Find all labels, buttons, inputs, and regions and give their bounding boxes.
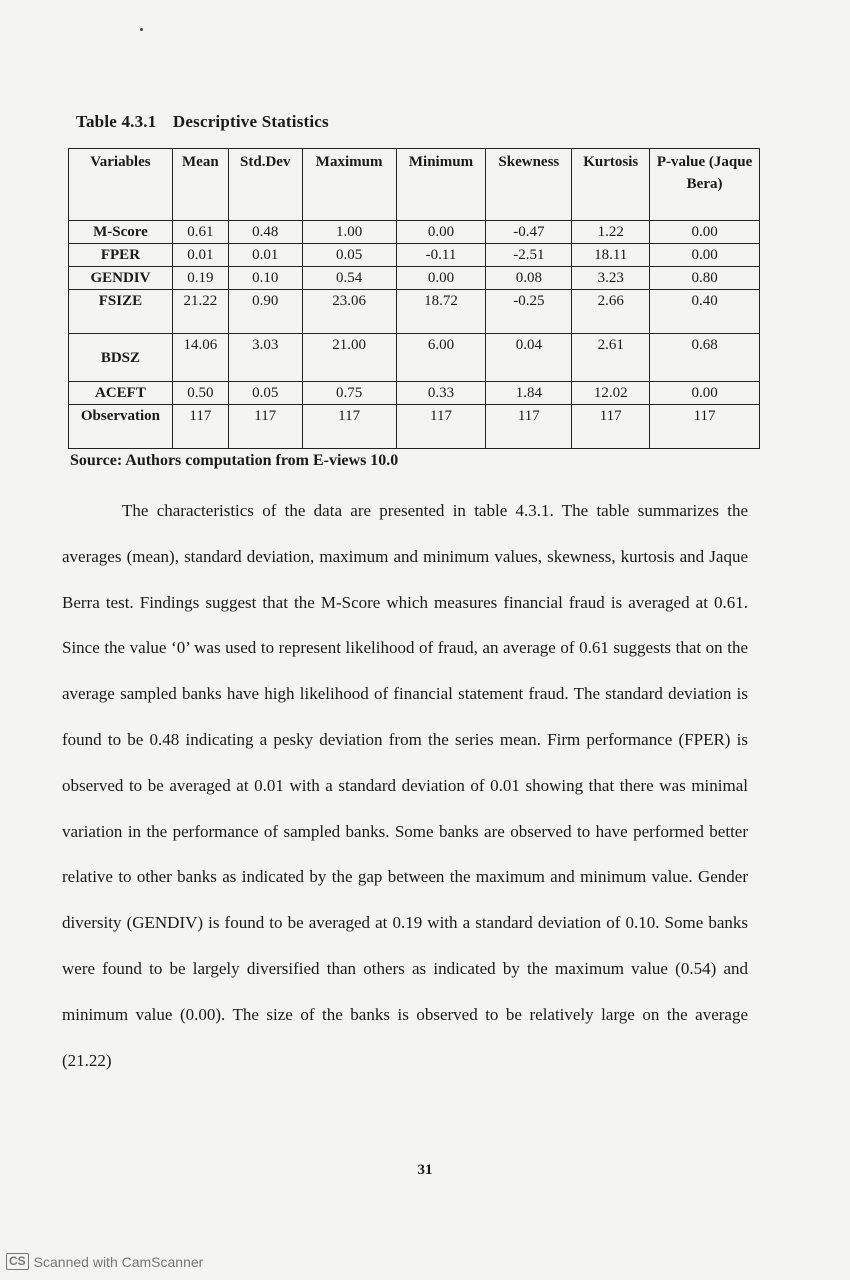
cell-mean: 0.61 xyxy=(172,221,228,244)
cell-mean: 21.22 xyxy=(172,290,228,334)
row-label: Observation xyxy=(69,405,173,449)
header-maximum: Maximum xyxy=(302,149,396,221)
header-minimum: Minimum xyxy=(396,149,486,221)
row-label: BDSZ xyxy=(69,334,173,382)
cell-kurtosis: 117 xyxy=(572,405,650,449)
cell-maximum: 0.54 xyxy=(302,267,396,290)
row-label: FSIZE xyxy=(69,290,173,334)
header-std-dev: Std.Dev xyxy=(228,149,302,221)
cell-p-value: 0.00 xyxy=(650,221,760,244)
table-source-note: Source: Authors computation from E-views 10.0 xyxy=(70,452,399,469)
cell-std-dev: 0.10 xyxy=(228,267,302,290)
cell-p-value: 117 xyxy=(650,405,760,449)
header-mean: Mean xyxy=(172,149,228,221)
cell-std-dev: 3.03 xyxy=(228,334,302,382)
descriptive-statistics-table xyxy=(68,148,760,449)
cell-maximum: 0.05 xyxy=(302,244,396,267)
page-number: 31 xyxy=(417,1162,433,1178)
cell-kurtosis: 1.22 xyxy=(572,221,650,244)
cell-skewness: 0.08 xyxy=(486,267,572,290)
table-title: Descriptive Statistics xyxy=(172,112,329,131)
cell-skewness: 1.84 xyxy=(486,382,572,405)
cell-skewness: 0.04 xyxy=(486,334,572,382)
header-kurtosis: Kurtosis xyxy=(572,149,650,221)
cell-maximum: 23.06 xyxy=(302,290,396,334)
cell-mean: 0.50 xyxy=(172,382,228,405)
cell-p-value: 0.80 xyxy=(650,267,760,290)
cell-kurtosis: 3.23 xyxy=(572,267,650,290)
cell-kurtosis: 12.02 xyxy=(572,382,650,405)
row-label: M-Score xyxy=(69,221,173,244)
cell-std-dev: 0.05 xyxy=(228,382,302,405)
camscanner-icon: CS xyxy=(6,1253,29,1270)
cell-std-dev: 0.01 xyxy=(228,244,302,267)
cell-maximum: 21.00 xyxy=(302,334,396,382)
cell-p-value: 0.00 xyxy=(650,382,760,405)
cell-minimum: 0.00 xyxy=(396,267,486,290)
cell-maximum: 1.00 xyxy=(302,221,396,244)
cell-kurtosis: 2.66 xyxy=(572,290,650,334)
table-row xyxy=(69,382,760,405)
cell-std-dev: 0.48 xyxy=(228,221,302,244)
paragraph-text: The characteristics of the data are presented in table 4.3.1. The table summarizes the averages (mean), standard deviation, maximum and minimum values, skewness, kurtosis and Jaque Berra test. Findings suggest that the M-Score which measures financial fraud is averaged at 0.61. Since the value ‘0’ was used to represent likelihood of fraud, an average of 0.61 suggests that on the average sampled banks have high likelihood of financial statement fraud. The standard deviation is found to be 0.48 indicating a pesky deviation from the series mean. Firm performance (FPER) is observed to be averaged at 0.01 with a standard deviation of 0.01 showing that there was minimal variation in the performance of sampled banks. Some banks are observed to have performed better relative to other banks as indicated by the gap between the maximum and minimum value. Gender diversity (GENDIV) is found to be averaged at 0.19 with a standard deviation of 0.10. Some banks were found to be largely diversified than others as indicated by the maximum value (0.54) and minimum value (0.00). The size of the banks is observed to be relatively large on the average (21.22) xyxy=(62,501,748,1070)
table-row xyxy=(69,244,760,267)
cell-std-dev: 117 xyxy=(228,405,302,449)
cell-maximum: 0.75 xyxy=(302,382,396,405)
table-number: Table 4.3.1 xyxy=(76,112,157,131)
cell-mean: 14.06 xyxy=(172,334,228,382)
header-variables: Variables xyxy=(69,149,173,221)
cell-minimum: 6.00 xyxy=(396,334,486,382)
header-skewness: Skewness xyxy=(486,149,572,221)
row-label: ACEFT xyxy=(69,382,173,405)
cell-skewness: 117 xyxy=(486,405,572,449)
cell-p-value: 0.00 xyxy=(650,244,760,267)
cell-std-dev: 0.90 xyxy=(228,290,302,334)
table-row xyxy=(69,290,760,334)
camscanner-watermark xyxy=(6,1253,203,1270)
cell-skewness: -2.51 xyxy=(486,244,572,267)
cell-maximum: 117 xyxy=(302,405,396,449)
cell-minimum: -0.11 xyxy=(396,244,486,267)
cell-minimum: 18.72 xyxy=(396,290,486,334)
body-paragraph xyxy=(62,488,748,1083)
cell-skewness: -0.47 xyxy=(486,221,572,244)
table-caption xyxy=(76,112,329,132)
cell-mean: 0.19 xyxy=(172,267,228,290)
cell-minimum: 117 xyxy=(396,405,486,449)
cell-kurtosis: 18.11 xyxy=(572,244,650,267)
table-header-row xyxy=(69,149,760,221)
cell-p-value: 0.68 xyxy=(650,334,760,382)
cell-p-value: 0.40 xyxy=(650,290,760,334)
table-row xyxy=(69,405,760,449)
cell-mean: 0.01 xyxy=(172,244,228,267)
row-label: FPER xyxy=(69,244,173,267)
scan-speck xyxy=(140,28,143,31)
table-row xyxy=(69,221,760,244)
cell-kurtosis: 2.61 xyxy=(572,334,650,382)
cell-skewness: -0.25 xyxy=(486,290,572,334)
cell-minimum: 0.33 xyxy=(396,382,486,405)
cell-minimum: 0.00 xyxy=(396,221,486,244)
header-p-value: P-value (JaqueBera) xyxy=(650,149,760,221)
cell-mean: 117 xyxy=(172,405,228,449)
table-row xyxy=(69,267,760,290)
table-row xyxy=(69,334,760,382)
row-label: GENDIV xyxy=(69,267,173,290)
watermark-text: Scanned with CamScanner xyxy=(33,1253,204,1270)
